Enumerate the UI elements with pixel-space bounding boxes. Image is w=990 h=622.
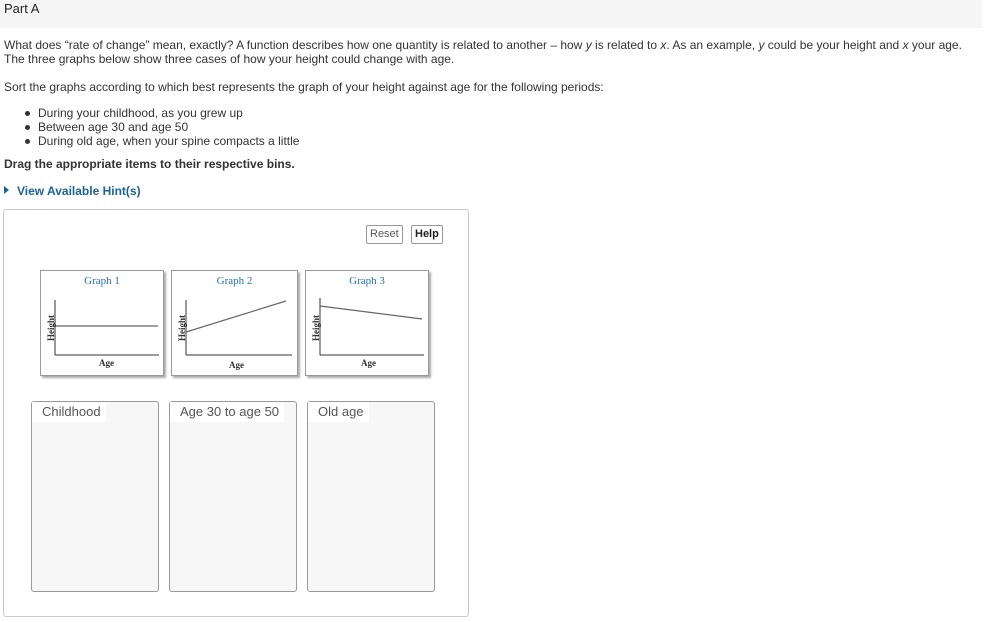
list-item: During your childhood, as you grew up: [38, 106, 299, 120]
part-header: [0, 0, 982, 28]
x-axis-label: Age: [99, 358, 114, 368]
y-axis-label: Height: [311, 315, 321, 341]
bin-label: Childhood: [32, 402, 106, 422]
y-axis-label: Height: [46, 315, 56, 341]
bin-old-age[interactable]: [307, 401, 435, 592]
var-x: x: [902, 38, 909, 52]
list-item: Between age 30 and age 50: [38, 120, 299, 134]
list-item: During old age, when your spine compacts a little: [38, 134, 300, 148]
caret-right-icon: [4, 186, 9, 194]
bin-childhood[interactable]: [31, 401, 159, 592]
x-axis-label: Age: [229, 360, 244, 370]
sort-instructions: Sort the graphs according to which best represents the graph of your height against age for the following periods:: [4, 80, 604, 94]
help-button[interactable]: Help: [411, 225, 443, 244]
intro-text: [4, 38, 979, 66]
reset-button[interactable]: Reset: [366, 225, 403, 244]
bin-label: Old age: [308, 402, 369, 422]
bin-age-30-to-50[interactable]: [169, 401, 297, 592]
view-hints-link[interactable]: [4, 184, 141, 198]
graph-title: Graph 2: [216, 275, 253, 287]
var-y: y: [758, 38, 765, 52]
intro-text-1: What does “rate of change” mean, exactly? A function describes how one quantity is related to another – how: [4, 38, 586, 52]
graph-3-card[interactable]: [305, 270, 429, 376]
intro-text-2: is related to: [591, 38, 661, 52]
drag-drop-panel: [3, 209, 469, 617]
graph-1-card[interactable]: [40, 270, 164, 376]
trend-line: [320, 306, 422, 319]
graph-2-card[interactable]: [171, 270, 298, 376]
intro-text-4: could be your height and: [764, 38, 903, 52]
var-y: y: [585, 38, 592, 52]
part-title: Part A: [4, 1, 40, 16]
drag-instruction: Drag the appropriate items to their respective bins.: [4, 157, 295, 171]
intro-text-3: . As an example,: [666, 38, 759, 52]
x-axis-label: Age: [361, 358, 376, 368]
var-x: x: [660, 38, 667, 52]
bin-label: Age 30 to age 50: [170, 402, 284, 422]
graph-title: Graph 1: [84, 275, 120, 287]
intro-text-5: your age. The three graphs below show three cases of how your height could change with age.: [4, 38, 962, 66]
y-axis-label: Height: [177, 315, 187, 341]
view-hints-label: View Available Hint(s): [17, 184, 141, 198]
trend-line: [186, 301, 286, 332]
graph-title: Graph 3: [349, 275, 385, 287]
periods-list: [38, 106, 299, 148]
